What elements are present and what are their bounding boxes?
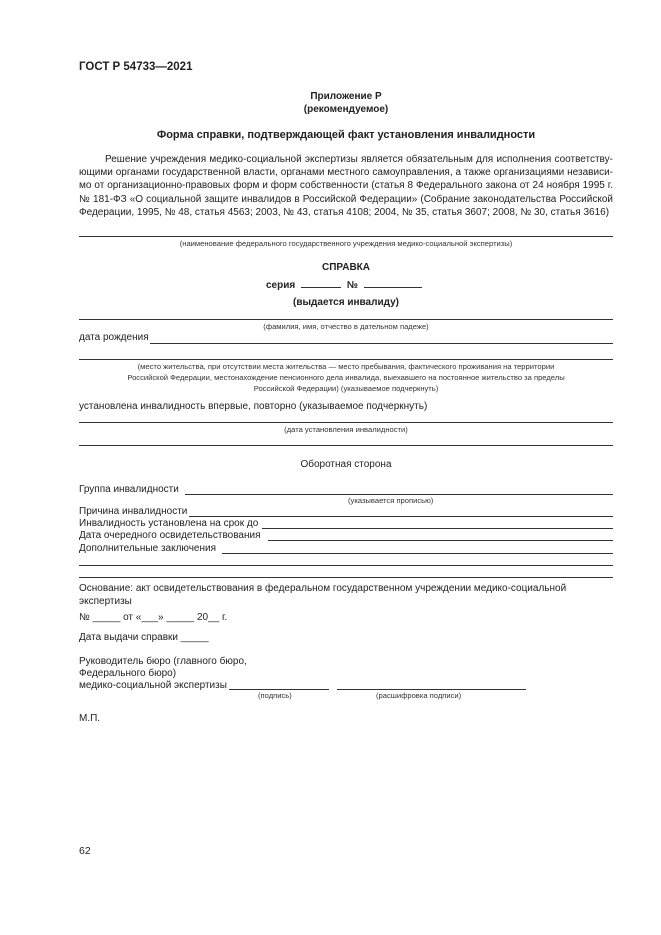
signature-caption: (подпись) xyxy=(258,691,292,700)
birth-date-label: дата рождения xyxy=(79,332,149,343)
issue-date-line: Дата выдачи справки _____ xyxy=(79,632,209,643)
series-blank xyxy=(301,287,341,288)
additional-line-1 xyxy=(222,553,613,554)
separator-line xyxy=(79,445,613,446)
birth-date-line xyxy=(150,343,613,344)
series-row xyxy=(266,280,422,291)
cause-line xyxy=(189,516,613,517)
additional-label: Дополнительные заключения xyxy=(79,543,216,554)
address-caption-1: (место жительства, при отсутствии места жительства — место пребывания, фактического проживания на территории xyxy=(137,362,555,371)
form-title: Форма справки, подтверждающей факт установления инвалидности xyxy=(156,129,536,141)
address-caption-2: Российской Федерации, местонахождение пенсионного дела инвалида, выехавшего на постоянное жительство за пределы xyxy=(127,373,565,382)
certificate-title: СПРАВКА xyxy=(322,262,370,273)
head-line-3: медико-социальной экспертизы xyxy=(79,680,227,691)
signature-line xyxy=(229,689,329,690)
disability-established: установлена инвалидность впервые, повторно (указываемое подчеркнуть) xyxy=(79,401,428,412)
cause-label: Причина инвалидности xyxy=(79,506,188,517)
number-blank xyxy=(364,287,422,288)
next-exam-label: Дата очередного освидетельствования xyxy=(79,530,261,541)
appendix-status: (рекомендуемое) xyxy=(303,104,389,115)
address-caption-3: Российской Федерации) (указываемое подчеркнуть) xyxy=(253,384,439,393)
group-caption: (указывается прописью) xyxy=(348,496,434,505)
number-label: № xyxy=(346,280,358,291)
name-caption: (фамилия, имя, отчество в дательном падеже) xyxy=(263,322,429,331)
intro-paragraph: Решение учреждения медико-социальной экспертизы является обязательным для исполнения соответствующими органами государственной власти, органами местного самоуправления, а также организациями независимо от организационно-правовых форм и форм собственности (статья 8 Федерального закона от 24 ноября 1995 г. № 181-ФЗ «О социальной защите инвалидов в Российской Федерации» (Собрание законодательства Российской Федерации, 1995, № 48, статья 4563; 2003, № 43, статья 4108; 2004, № 35, статья 3607; 2008, № 30, статья 3616) xyxy=(79,154,613,218)
next-exam-line xyxy=(268,540,613,541)
page-number: 62 xyxy=(79,845,91,857)
institution-line xyxy=(79,236,613,237)
reverse-side-title: Оборотная сторона xyxy=(300,459,392,470)
institution-caption: (наименование федерального государственного учреждения медико-социальной экспертизы) xyxy=(179,239,513,248)
appendix-title: Приложение Р xyxy=(310,91,382,102)
additional-line-2 xyxy=(79,565,613,566)
series-label: серия xyxy=(266,280,296,291)
head-line-1: Руководитель бюро (главного бюро, xyxy=(79,656,247,667)
standard-designation: ГОСТ Р 54733—2021 xyxy=(79,61,193,73)
head-line-2: Федерального бюро) xyxy=(79,668,177,679)
issued-to: (выдается инвалиду) xyxy=(293,297,399,308)
additional-line-3 xyxy=(79,577,613,578)
decoding-line xyxy=(337,689,526,690)
address-line xyxy=(79,359,613,360)
name-line xyxy=(79,319,613,320)
term-label: Инвалидность установлена на срок до xyxy=(79,518,259,529)
date-established-caption: (дата установления инвалидности) xyxy=(284,425,408,434)
group-line xyxy=(185,494,613,495)
group-label: Группа инвалидности xyxy=(79,484,179,495)
basis-text: Основание: акт освидетельствования в федеральном государственном учреждении медико-социальной экспертизы xyxy=(79,583,567,607)
seal-mark: М.П. xyxy=(79,713,101,724)
term-line xyxy=(262,528,613,529)
date-established-line xyxy=(79,422,613,423)
act-number-line: № _____ от «___» _____ 20__ г. xyxy=(79,612,228,623)
decoding-caption: (расшифровка подписи) xyxy=(376,691,462,700)
